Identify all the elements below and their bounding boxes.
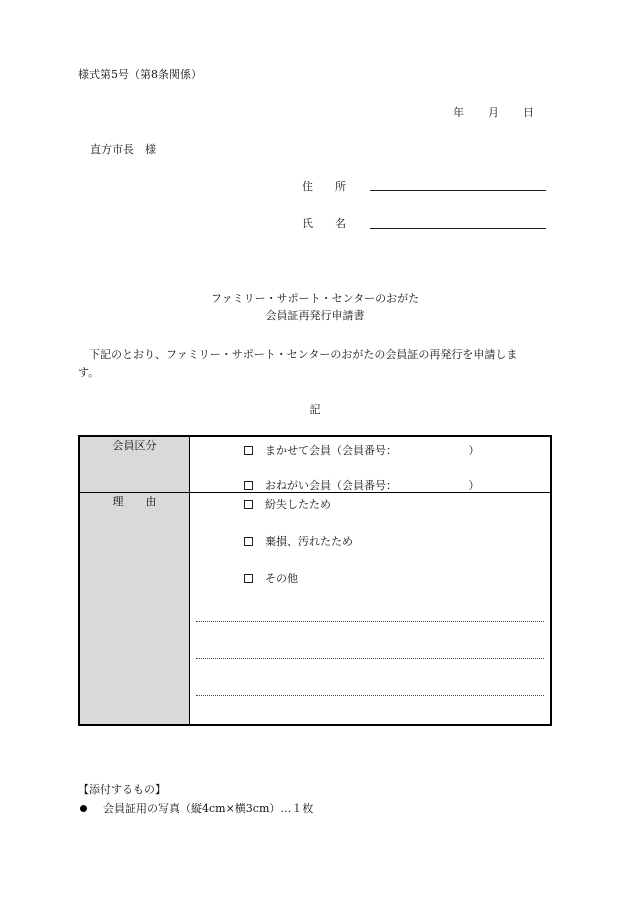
reason-option-lost[interactable] bbox=[244, 496, 331, 512]
application-table bbox=[78, 435, 552, 726]
name-label: 氏 名 bbox=[302, 217, 346, 230]
attachments-header: 【添付するもの】 bbox=[78, 783, 166, 796]
other-reason-line-2[interactable] bbox=[196, 658, 544, 659]
date-year: 年 bbox=[453, 106, 464, 119]
reason-header: 理 由 bbox=[79, 492, 190, 725]
date-month: 月 bbox=[488, 106, 499, 119]
checkbox-icon[interactable] bbox=[244, 500, 253, 509]
option-label: 棄損、汚れたため bbox=[265, 534, 353, 548]
ki-heading: 記 bbox=[309, 403, 321, 416]
attachment-item bbox=[80, 800, 313, 816]
other-reason-line-3[interactable] bbox=[196, 695, 544, 696]
option-label: まかせて会員（会員番号： ） bbox=[265, 444, 480, 457]
addressee: 直方市長 様 bbox=[90, 143, 156, 156]
reason-option-other[interactable] bbox=[244, 570, 298, 586]
member-type-cell bbox=[190, 436, 552, 492]
date-day: 日 bbox=[523, 106, 534, 119]
form-number: 様式第5号（第8条関係） bbox=[78, 68, 202, 81]
address-label: 住 所 bbox=[302, 180, 346, 193]
address-line[interactable] bbox=[370, 190, 546, 191]
name-line[interactable] bbox=[370, 228, 546, 229]
option-label: その他 bbox=[265, 571, 298, 585]
checkbox-icon[interactable] bbox=[244, 574, 253, 583]
checkbox-icon[interactable] bbox=[244, 481, 253, 490]
checkbox-icon[interactable] bbox=[244, 446, 253, 455]
reason-option-damaged[interactable] bbox=[244, 533, 353, 549]
checkbox-icon[interactable] bbox=[244, 537, 253, 546]
body-text-line-1: 下記のとおり、ファミリー・サポート・センターのおがたの会員証の再発行を申請しま bbox=[78, 348, 518, 361]
member-option-onegai[interactable] bbox=[244, 477, 480, 493]
attachment-item-text: 会員証用の写真（縦4cm×横3cm）…１枚 bbox=[103, 802, 314, 815]
other-reason-line-1[interactable] bbox=[196, 621, 544, 622]
body-text-line-2: す。 bbox=[78, 366, 100, 379]
title-line-2: 会員証再発行申請書 bbox=[265, 309, 365, 322]
option-label: 紛失したため bbox=[265, 497, 331, 511]
bullet-icon bbox=[80, 805, 87, 812]
member-type-header: 会員区分 bbox=[79, 436, 190, 492]
member-option-makasete[interactable] bbox=[244, 442, 480, 458]
option-label: おねがい会員（会員番号： ） bbox=[265, 479, 480, 492]
title-line-1: ファミリー・サポート・センターのおがた bbox=[210, 292, 420, 305]
reason-cell bbox=[190, 492, 552, 725]
